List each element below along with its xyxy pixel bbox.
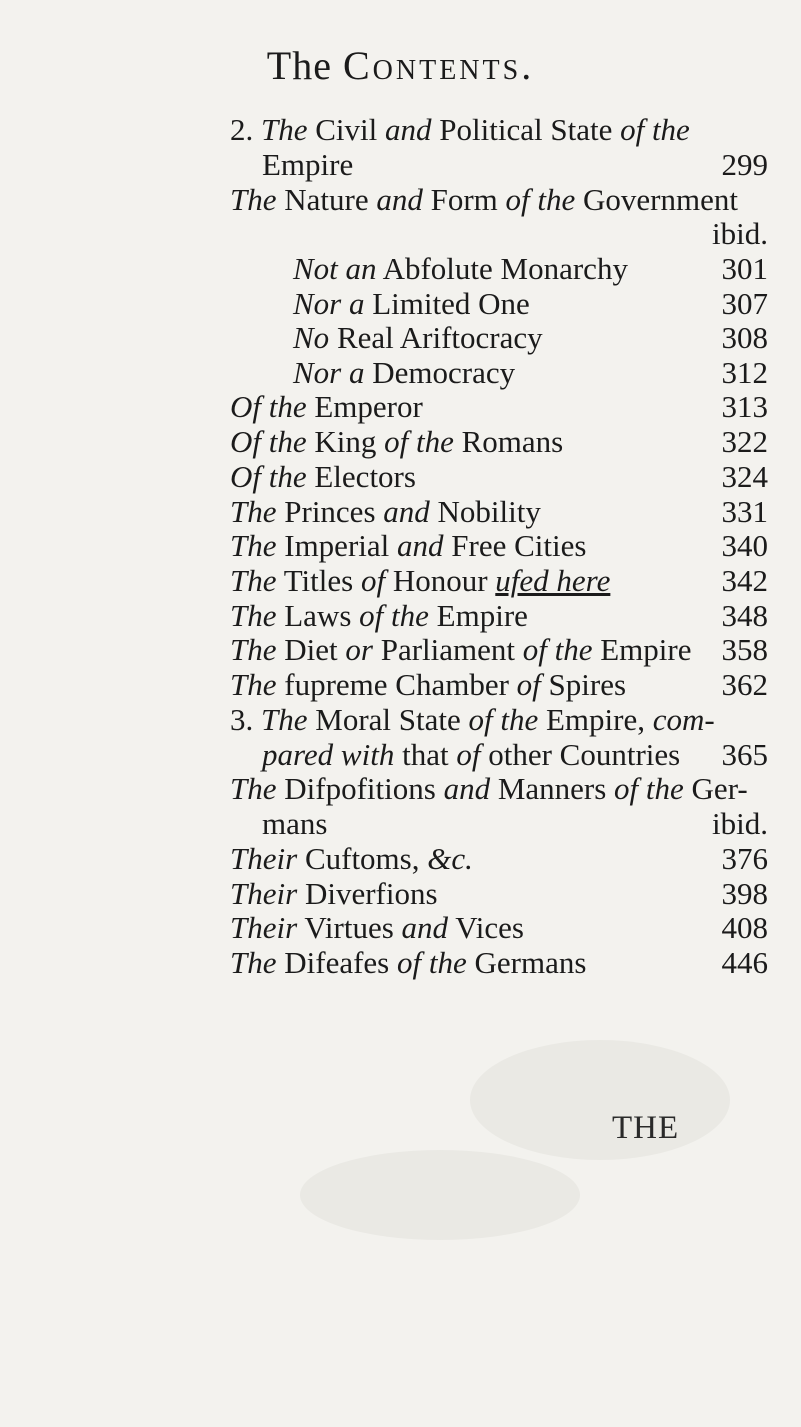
toc-entry	[262, 147, 353, 183]
toc-entry	[230, 702, 715, 738]
catchword: THE	[612, 1110, 680, 1146]
toc-entry	[230, 632, 692, 668]
page-number: 340	[721, 528, 768, 563]
toc-entry	[230, 528, 586, 564]
page-number: 299	[721, 147, 768, 182]
page-number: 446	[721, 945, 768, 980]
entry-text: Not an	[293, 251, 377, 286]
entry-text: The	[261, 702, 308, 737]
toc-entry	[293, 286, 530, 322]
entry-text: com-	[652, 702, 715, 737]
toc-entry	[230, 598, 528, 634]
entry-text: Limited One	[364, 286, 530, 321]
toc-entry	[230, 910, 524, 946]
toc-entry	[293, 251, 628, 287]
entry-text: pared with	[262, 737, 395, 772]
entry-text: Titles	[276, 563, 361, 598]
page-header	[0, 42, 801, 89]
toc-entry	[230, 841, 473, 877]
entry-text: Difeafes	[276, 945, 397, 980]
entry-text: of the	[384, 424, 454, 459]
entry-text: Electors	[306, 459, 416, 494]
entry-text: Empire,	[538, 702, 653, 737]
page-number: 322	[721, 424, 768, 459]
entry-text: Vices	[448, 910, 524, 945]
entry-text: and	[397, 528, 444, 563]
entry-text: of	[360, 563, 386, 598]
entry-text: Political State	[431, 112, 621, 147]
entry-text: Their	[230, 876, 298, 911]
entry-text: Empire	[428, 598, 528, 633]
page-number: 348	[721, 598, 768, 633]
entry-text: The	[230, 771, 277, 806]
entry-text: The	[230, 632, 277, 667]
entry-text: Government	[575, 182, 738, 217]
entry-text: Imperial	[276, 528, 398, 563]
entry-text: Their	[230, 910, 298, 945]
toc-entry	[230, 494, 541, 530]
entry-text: of the	[614, 771, 684, 806]
entry-text: Form	[422, 182, 506, 217]
entry-text: Empire	[592, 632, 692, 667]
toc-entry	[230, 182, 738, 218]
paper-stain	[300, 1150, 580, 1240]
entry-text: No	[293, 320, 330, 355]
page-number: 331	[721, 494, 768, 529]
entry-text: Parliament	[372, 632, 523, 667]
toc-entry	[262, 806, 327, 842]
entry-text: Empire	[262, 147, 354, 182]
entry-text: and	[443, 771, 491, 806]
entry-text: Honour	[385, 563, 496, 598]
entry-text: of	[456, 737, 481, 772]
toc-entry	[230, 876, 438, 912]
entry-text: Romans	[453, 424, 564, 459]
entry-text: Virtues	[297, 910, 402, 945]
entry-text: Diet	[276, 632, 346, 667]
entry-text: The	[230, 667, 277, 702]
entry-text: Free Cities	[443, 528, 587, 563]
entry-text: ufed here	[495, 563, 611, 598]
page-number: 313	[721, 389, 768, 424]
toc-entry	[230, 667, 626, 703]
entry-text: Spires	[540, 667, 627, 702]
toc-entry	[230, 459, 416, 495]
page-number: 324	[721, 459, 768, 494]
entry-text: Moral State	[307, 702, 469, 737]
entry-text: of the	[468, 702, 539, 737]
entry-text: Of the	[230, 424, 307, 459]
entry-text: Nor a	[293, 286, 365, 321]
entry-text: of	[516, 667, 541, 702]
page-number: 301	[721, 251, 768, 286]
entry-text: The	[230, 528, 277, 563]
entry-text: King	[306, 424, 385, 459]
entry-text: of the	[620, 112, 690, 147]
entry-text: that	[394, 737, 457, 772]
entry-text: The	[230, 598, 277, 633]
entry-text: The	[230, 182, 277, 217]
entry-text: Of the	[230, 389, 307, 424]
entry-text: Ger-	[683, 771, 748, 806]
entry-text: Civil	[307, 112, 386, 147]
entry-text: and	[383, 494, 430, 529]
entry-text: Emperor	[306, 389, 423, 424]
page-number: ibid.	[712, 216, 768, 251]
page-number: 358	[721, 632, 768, 667]
entry-text: of the	[359, 598, 429, 633]
entry-text: mans	[262, 806, 328, 841]
page-number: ibid.	[712, 806, 768, 841]
paper-stain	[470, 1040, 730, 1160]
page-number: 312	[721, 355, 768, 390]
entry-text: Princes	[276, 494, 384, 529]
entry-text: Nobility	[429, 494, 541, 529]
entry-text: Nor a	[293, 355, 365, 390]
header-title: Contents.	[342, 43, 535, 88]
entry-text: Germans	[466, 945, 587, 980]
entry-text: The	[230, 563, 277, 598]
entry-text: of the	[397, 945, 467, 980]
toc-entry	[262, 737, 680, 773]
toc-entry	[230, 389, 423, 425]
entry-text: Nature	[276, 182, 377, 217]
toc-entry	[230, 563, 610, 599]
toc-entry	[230, 771, 748, 807]
entry-text: The	[261, 112, 308, 147]
page-number: 376	[721, 841, 768, 876]
entry-text: and	[401, 910, 449, 945]
entry-text: Real Ariftocracy	[329, 320, 543, 355]
entry-text: or	[345, 632, 373, 667]
page-number: 362	[721, 667, 768, 702]
entry-text: Difpofitions	[276, 771, 444, 806]
page-number: 365	[721, 737, 768, 772]
entry-text: Cuftoms,	[297, 841, 428, 876]
toc-entry	[293, 320, 543, 356]
page-number: 307	[721, 286, 768, 321]
section-number: 2.	[230, 112, 261, 147]
entry-text: Diverfions	[297, 876, 438, 911]
toc-entry	[230, 112, 690, 148]
entry-text: Abfolute Monarchy	[376, 251, 628, 286]
section-number: 3.	[230, 702, 261, 737]
page-number: 342	[721, 563, 768, 598]
page-number: 398	[721, 876, 768, 911]
entry-text: Laws	[276, 598, 360, 633]
entry-text: The	[230, 494, 277, 529]
header-prefix: The	[266, 43, 343, 88]
entry-text: The	[230, 945, 277, 980]
entry-text: of the	[522, 632, 593, 667]
entry-text: Democracy	[364, 355, 516, 390]
entry-text: Manners	[490, 771, 615, 806]
toc-entry	[230, 424, 563, 460]
page-number: 308	[721, 320, 768, 355]
toc-entry	[293, 355, 515, 391]
toc-entry	[230, 945, 586, 981]
entry-text: and	[385, 112, 432, 147]
entry-text: fupreme Chamber	[276, 667, 517, 702]
entry-text: and	[376, 182, 423, 217]
entry-text: other Countries	[480, 737, 681, 772]
entry-text: &c.	[427, 841, 473, 876]
entry-text: Of the	[230, 459, 307, 494]
entry-text: of the	[505, 182, 576, 217]
entry-text: Their	[230, 841, 298, 876]
page-number: 408	[721, 910, 768, 945]
